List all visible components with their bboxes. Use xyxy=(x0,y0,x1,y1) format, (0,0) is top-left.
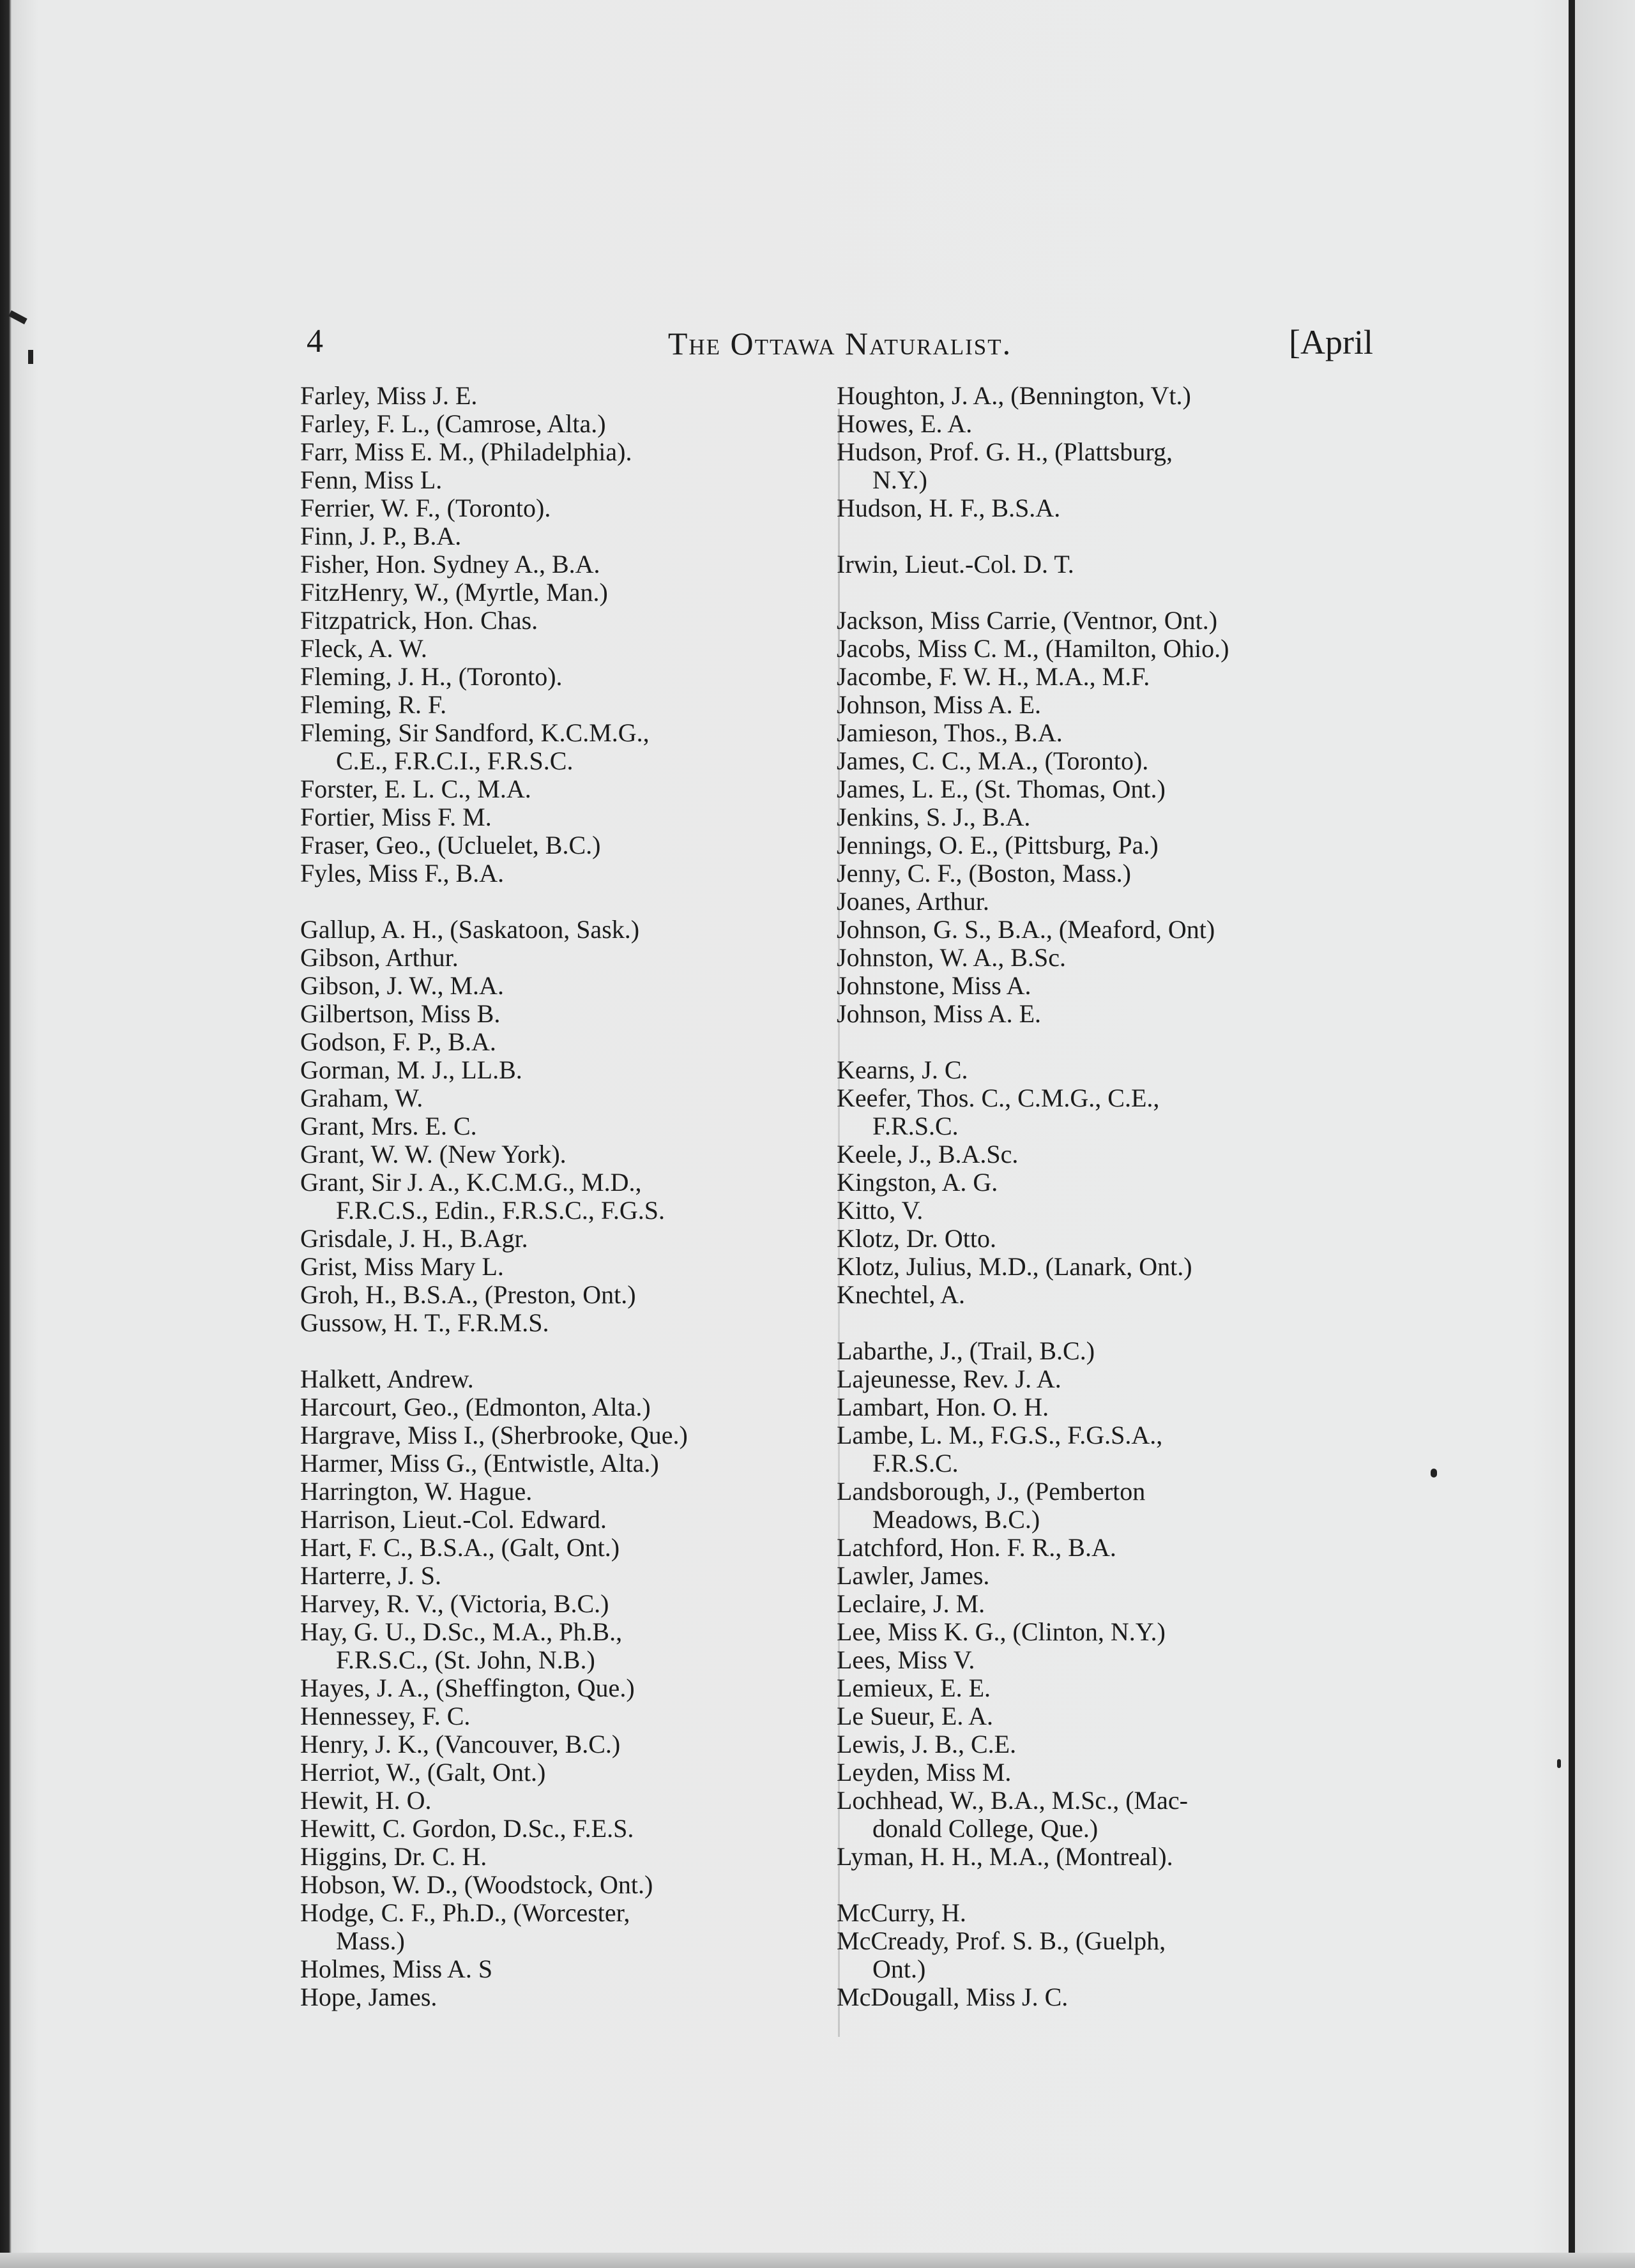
member-entry xyxy=(300,522,849,550)
journal-title: The Ottawa Naturalist. xyxy=(667,326,1012,361)
member-name-line: Hudson, Prof. G. H., (Plattsburg, xyxy=(837,437,1173,466)
member-entry xyxy=(300,1309,849,1337)
page-header xyxy=(307,322,1373,367)
section-gap xyxy=(837,1309,1399,1337)
member-name-line: Ferrier, W. F., (Toronto). xyxy=(300,494,551,522)
member-entry xyxy=(300,1365,849,1393)
member-entry xyxy=(837,1562,1399,1590)
member-name-line: James, C. C., M.A., (Toronto). xyxy=(837,746,1149,775)
member-name-line: James, L. E., (St. Thomas, Ont.) xyxy=(837,775,1166,803)
member-entry xyxy=(837,1618,1399,1646)
member-entry xyxy=(837,1337,1399,1365)
member-entry xyxy=(300,382,849,410)
member-name-line: Knechtel, A. xyxy=(837,1280,966,1309)
member-name-line: Forster, E. L. C., M.A. xyxy=(300,775,531,803)
member-name-line: Higgins, Dr. C. H. xyxy=(300,1842,487,1871)
member-name-line: Henry, J. K., (Vancouver, B.C.) xyxy=(300,1730,621,1758)
member-entry xyxy=(837,1056,1399,1084)
member-name-line: Klotz, Dr. Otto. xyxy=(837,1224,996,1253)
member-entry xyxy=(300,1421,849,1449)
member-continuation-line: Meadows, B.C.) xyxy=(872,1505,1040,1534)
member-name-line: Finn, J. P., B.A. xyxy=(300,522,462,550)
member-entry xyxy=(837,1674,1399,1702)
member-name-line: Jacombe, F. W. H., M.A., M.F. xyxy=(837,662,1150,691)
member-name-line: Lyman, H. H., M.A., (Montreal). xyxy=(837,1842,1173,1871)
member-entry xyxy=(300,1955,849,1983)
member-entry xyxy=(837,1281,1399,1309)
member-entry xyxy=(300,944,849,972)
member-name-line: Lee, Miss K. G., (Clinton, N.Y.) xyxy=(837,1617,1166,1646)
member-entry xyxy=(837,1758,1399,1787)
member-name-line: Halkett, Andrew. xyxy=(300,1365,474,1393)
member-entry xyxy=(837,1843,1399,1871)
member-continuation-line: Mass.) xyxy=(336,1926,405,1955)
member-name-line: FitzHenry, W., (Myrtle, Man.) xyxy=(300,578,608,607)
member-entry xyxy=(837,663,1399,691)
member-entry xyxy=(300,550,849,578)
member-name-line: Fraser, Geo., (Ucluelet, B.C.) xyxy=(300,831,601,859)
member-entry xyxy=(837,1421,1399,1478)
member-name-line: Fitzpatrick, Hon. Chas. xyxy=(300,606,538,635)
member-name-line: Fleming, Sir Sandford, K.C.M.G., xyxy=(300,718,650,747)
member-name-line: Jackson, Miss Carrie, (Ventnor, Ont.) xyxy=(837,606,1218,635)
member-entry xyxy=(837,1646,1399,1674)
member-entry xyxy=(837,382,1399,410)
member-name-line: Gussow, H. T., F.R.M.S. xyxy=(300,1308,549,1337)
member-name-line: Jacobs, Miss C. M., (Hamilton, Ohio.) xyxy=(837,634,1229,663)
member-entry xyxy=(837,410,1399,438)
member-entry xyxy=(837,1225,1399,1253)
member-entry xyxy=(300,466,849,494)
member-entry xyxy=(300,775,849,803)
member-name-line: Gibson, Arthur. xyxy=(300,943,459,972)
member-name-line: Gallup, A. H., (Saskatoon, Sask.) xyxy=(300,915,640,944)
member-name-line: Harvey, R. V., (Victoria, B.C.) xyxy=(300,1589,609,1618)
member-name-line: Hayes, J. A., (Sheffington, Que.) xyxy=(300,1674,635,1702)
member-name-line: Fisher, Hon. Sydney A., B.A. xyxy=(300,550,600,578)
member-entry xyxy=(837,747,1399,775)
member-name-line: Gorman, M. J., LL.B. xyxy=(300,1055,522,1084)
member-name-line: Herriot, W., (Galt, Ont.) xyxy=(300,1758,546,1787)
page-edge-right xyxy=(1569,0,1575,2268)
member-entry xyxy=(837,550,1399,578)
member-name-line: Hodge, C. F., Ph.D., (Worcester, xyxy=(300,1898,630,1927)
member-name-line: Jenny, C. F., (Boston, Mass.) xyxy=(837,859,1131,888)
member-name-line: Keele, J., B.A.Sc. xyxy=(837,1140,1019,1168)
member-name-line: Graham, W. xyxy=(300,1084,423,1112)
member-name-line: Landsborough, J., (Pemberton xyxy=(837,1477,1146,1506)
member-entry xyxy=(837,691,1399,719)
member-name-line: Fyles, Miss F., B.A. xyxy=(300,859,505,888)
member-entry xyxy=(300,1449,849,1478)
member-entry xyxy=(837,1534,1399,1562)
page-edge-bottom xyxy=(0,2253,1635,2268)
member-entry xyxy=(300,1168,849,1225)
member-entry xyxy=(300,1281,849,1309)
member-name-line: Harrison, Lieut.-Col. Edward. xyxy=(300,1505,607,1534)
member-name-line: Fenn, Miss L. xyxy=(300,465,443,494)
member-entry xyxy=(300,663,849,691)
member-name-line: Grant, Mrs. E. C. xyxy=(300,1112,477,1140)
member-name-line: Holmes, Miss A. S xyxy=(300,1954,493,1983)
member-entry xyxy=(837,1702,1399,1730)
member-entry xyxy=(837,1253,1399,1281)
member-name-line: Hay, G. U., D.Sc., M.A., Ph.B., xyxy=(300,1617,623,1646)
member-entry xyxy=(300,635,849,663)
member-name-line: Hargrave, Miss I., (Sherbrooke, Que.) xyxy=(300,1421,688,1449)
member-entry xyxy=(837,607,1399,635)
member-entry xyxy=(837,831,1399,859)
section-gap xyxy=(300,888,849,916)
speck-right-2 xyxy=(1557,1759,1561,1768)
member-entry xyxy=(300,916,849,944)
member-entry xyxy=(837,1084,1399,1140)
member-continuation-line: N.Y.) xyxy=(872,465,927,494)
member-continuation-line: donald College, Que.) xyxy=(872,1814,1099,1843)
member-name-line: Lajeunesse, Rev. J. A. xyxy=(837,1365,1061,1393)
member-continuation-line: C.E., F.R.C.I., F.R.S.C. xyxy=(336,746,574,775)
member-entry xyxy=(300,719,849,775)
member-name-line: Johnston, W. A., B.Sc. xyxy=(837,943,1066,972)
member-name-line: Le Sueur, E. A. xyxy=(837,1702,994,1730)
member-continuation-line: F.R.S.C. xyxy=(872,1112,959,1140)
member-continuation-line: F.R.S.C., (St. John, N.B.) xyxy=(336,1645,595,1674)
member-entry xyxy=(837,1983,1399,2011)
member-name-line: Godson, F. P., B.A. xyxy=(300,1027,496,1056)
member-name-line: Leyden, Miss M. xyxy=(837,1758,1012,1787)
member-name-line: Lemieux, E. E. xyxy=(837,1674,991,1702)
member-entry xyxy=(300,691,849,719)
member-name-line: Johnson, G. S., B.A., (Meaford, Ont) xyxy=(837,915,1215,944)
member-name-line: Groh, H., B.S.A., (Preston, Ont.) xyxy=(300,1280,636,1309)
member-name-line: Farr, Miss E. M., (Philadelphia). xyxy=(300,437,632,466)
member-list-right-column xyxy=(837,382,1399,2011)
section-gap xyxy=(837,522,1399,550)
member-name-line: Kearns, J. C. xyxy=(837,1055,968,1084)
member-entry xyxy=(837,859,1399,888)
member-entry xyxy=(300,1618,849,1674)
member-name-line: Hobson, W. D., (Woodstock, Ont.) xyxy=(300,1870,653,1899)
member-name-line: McCurry, H. xyxy=(837,1898,966,1927)
member-entry xyxy=(300,1702,849,1730)
member-entry xyxy=(300,1534,849,1562)
member-entry xyxy=(300,1112,849,1140)
member-name-line: McCready, Prof. S. B., (Guelph, xyxy=(837,1926,1166,1955)
member-entry xyxy=(837,438,1399,494)
member-name-line: Howes, E. A. xyxy=(837,409,973,438)
member-entry xyxy=(300,1590,849,1618)
member-continuation-line: F.R.S.C. xyxy=(872,1449,959,1478)
member-entry xyxy=(300,1562,849,1590)
member-entry xyxy=(300,1674,849,1702)
member-entry xyxy=(300,859,849,888)
member-entry xyxy=(300,1730,849,1758)
member-name-line: McDougall, Miss J. C. xyxy=(837,1983,1068,2011)
facing-page-margin xyxy=(1575,0,1635,2268)
member-entry xyxy=(837,1590,1399,1618)
member-entry xyxy=(837,775,1399,803)
member-entry xyxy=(837,1197,1399,1225)
member-name-line: Hewitt, C. Gordon, D.Sc., F.E.S. xyxy=(300,1814,634,1843)
member-entry xyxy=(300,1843,849,1871)
member-name-line: Lawler, James. xyxy=(837,1561,990,1590)
member-entry xyxy=(300,1084,849,1112)
member-continuation-line: F.R.C.S., Edin., F.R.S.C., F.G.S. xyxy=(336,1196,665,1225)
member-entry xyxy=(300,803,849,831)
member-entry xyxy=(837,944,1399,972)
member-entry xyxy=(300,1871,849,1899)
member-entry xyxy=(837,916,1399,944)
member-name-line: Joanes, Arthur. xyxy=(837,887,989,916)
member-name-line: Latchford, Hon. F. R., B.A. xyxy=(837,1533,1116,1562)
member-name-line: Leclaire, J. M. xyxy=(837,1589,985,1618)
section-gap xyxy=(837,1871,1399,1899)
member-entry xyxy=(837,1393,1399,1421)
member-name-line: Hudson, H. F., B.S.A. xyxy=(837,494,1061,522)
member-entry xyxy=(300,1028,849,1056)
member-name-line: Johnson, Miss A. E. xyxy=(837,690,1042,719)
member-name-line: Irwin, Lieut.-Col. D. T. xyxy=(837,550,1074,578)
speck-right xyxy=(1431,1469,1437,1478)
binding-dot xyxy=(28,350,33,364)
member-entry xyxy=(837,1365,1399,1393)
member-entry xyxy=(837,635,1399,663)
member-name-line: Fleming, R. F. xyxy=(300,690,447,719)
member-entry xyxy=(837,1730,1399,1758)
member-continuation-line: Ont.) xyxy=(872,1954,926,1983)
member-name-line: Farley, Miss J. E. xyxy=(300,381,478,410)
member-name-line: Jenkins, S. J., B.A. xyxy=(837,803,1031,831)
issue-month: [April xyxy=(1289,323,1373,361)
member-name-line: Jamieson, Thos., B.A. xyxy=(837,718,1063,747)
member-entry xyxy=(300,972,849,1000)
member-entry xyxy=(300,410,849,438)
member-entry xyxy=(300,578,849,607)
member-entry xyxy=(837,1000,1399,1028)
member-name-line: Klotz, Julius, M.D., (Lanark, Ont.) xyxy=(837,1252,1192,1281)
member-entry xyxy=(837,494,1399,522)
member-name-line: Harrington, W. Hague. xyxy=(300,1477,533,1506)
member-name-line: Lochhead, W., B.A., M.Sc., (Mac- xyxy=(837,1786,1188,1815)
member-entry xyxy=(300,1983,849,2011)
member-entry xyxy=(300,438,849,466)
member-name-line: Jennings, O. E., (Pittsburg, Pa.) xyxy=(837,831,1159,859)
member-entry xyxy=(837,1140,1399,1168)
member-entry xyxy=(837,888,1399,916)
member-name-line: Houghton, J. A., (Bennington, Vt.) xyxy=(837,381,1191,410)
member-name-line: Fortier, Miss F. M. xyxy=(300,803,492,831)
member-name-line: Grist, Miss Mary L. xyxy=(300,1252,504,1281)
member-name-line: Kingston, A. G. xyxy=(837,1168,998,1197)
member-entry xyxy=(300,1056,849,1084)
member-name-line: Hope, James. xyxy=(300,1983,437,2011)
member-entry xyxy=(300,494,849,522)
member-entry xyxy=(300,1787,849,1815)
member-entry xyxy=(300,1225,849,1253)
member-name-line: Lewis, J. B., C.E. xyxy=(837,1730,1017,1758)
member-entry xyxy=(300,831,849,859)
page-number: 4 xyxy=(307,323,323,359)
member-name-line: Grisdale, J. H., B.Agr. xyxy=(300,1224,528,1253)
member-entry xyxy=(837,1787,1399,1843)
member-entry xyxy=(837,1899,1399,1927)
member-entry xyxy=(300,1140,849,1168)
member-name-line: Fleck, A. W. xyxy=(300,634,427,663)
member-name-line: Lambart, Hon. O. H. xyxy=(837,1393,1049,1421)
section-gap xyxy=(837,578,1399,607)
member-list-left-column xyxy=(300,382,849,2011)
member-name-line: Farley, F. L., (Camrose, Alta.) xyxy=(300,409,606,438)
member-entry xyxy=(300,1815,849,1843)
member-name-line: Harterre, J. S. xyxy=(300,1561,442,1590)
member-name-line: Lees, Miss V. xyxy=(837,1645,975,1674)
member-entry xyxy=(300,1393,849,1421)
member-entry xyxy=(300,1253,849,1281)
section-gap xyxy=(837,1028,1399,1056)
section-gap xyxy=(300,1337,849,1365)
member-entry xyxy=(837,1478,1399,1534)
member-name-line: Labarthe, J., (Trail, B.C.) xyxy=(837,1336,1095,1365)
member-name-line: Keefer, Thos. C., C.M.G., C.E., xyxy=(837,1084,1160,1112)
member-name-line: Johnstone, Miss A. xyxy=(837,971,1031,1000)
member-name-line: Harcourt, Geo., (Edmonton, Alta.) xyxy=(300,1393,651,1421)
member-entry xyxy=(300,1506,849,1534)
member-name-line: Hennessey, F. C. xyxy=(300,1702,471,1730)
member-entry xyxy=(837,972,1399,1000)
member-entry xyxy=(837,1168,1399,1197)
member-name-line: Grant, Sir J. A., K.C.M.G., M.D., xyxy=(300,1168,642,1197)
member-name-line: Hart, F. C., B.S.A., (Galt, Ont.) xyxy=(300,1533,620,1562)
member-entry xyxy=(300,1000,849,1028)
member-entry xyxy=(837,719,1399,747)
member-name-line: Gilbertson, Miss B. xyxy=(300,999,501,1028)
member-name-line: Hewit, H. O. xyxy=(300,1786,432,1815)
member-entry xyxy=(300,1899,849,1955)
member-name-line: Kitto, V. xyxy=(837,1196,924,1225)
member-entry xyxy=(837,803,1399,831)
member-name-line: Johnson, Miss A. E. xyxy=(837,999,1042,1028)
member-entry xyxy=(300,1758,849,1787)
member-entry xyxy=(837,1927,1399,1983)
member-name-line: Lambe, L. M., F.G.S., F.G.S.A., xyxy=(837,1421,1163,1449)
member-name-line: Grant, W. W. (New York). xyxy=(300,1140,567,1168)
member-name-line: Gibson, J. W., M.A. xyxy=(300,971,504,1000)
member-entry xyxy=(300,1478,849,1506)
member-name-line: Harmer, Miss G., (Entwistle, Alta.) xyxy=(300,1449,659,1478)
member-entry xyxy=(300,607,849,635)
member-name-line: Fleming, J. H., (Toronto). xyxy=(300,662,563,691)
